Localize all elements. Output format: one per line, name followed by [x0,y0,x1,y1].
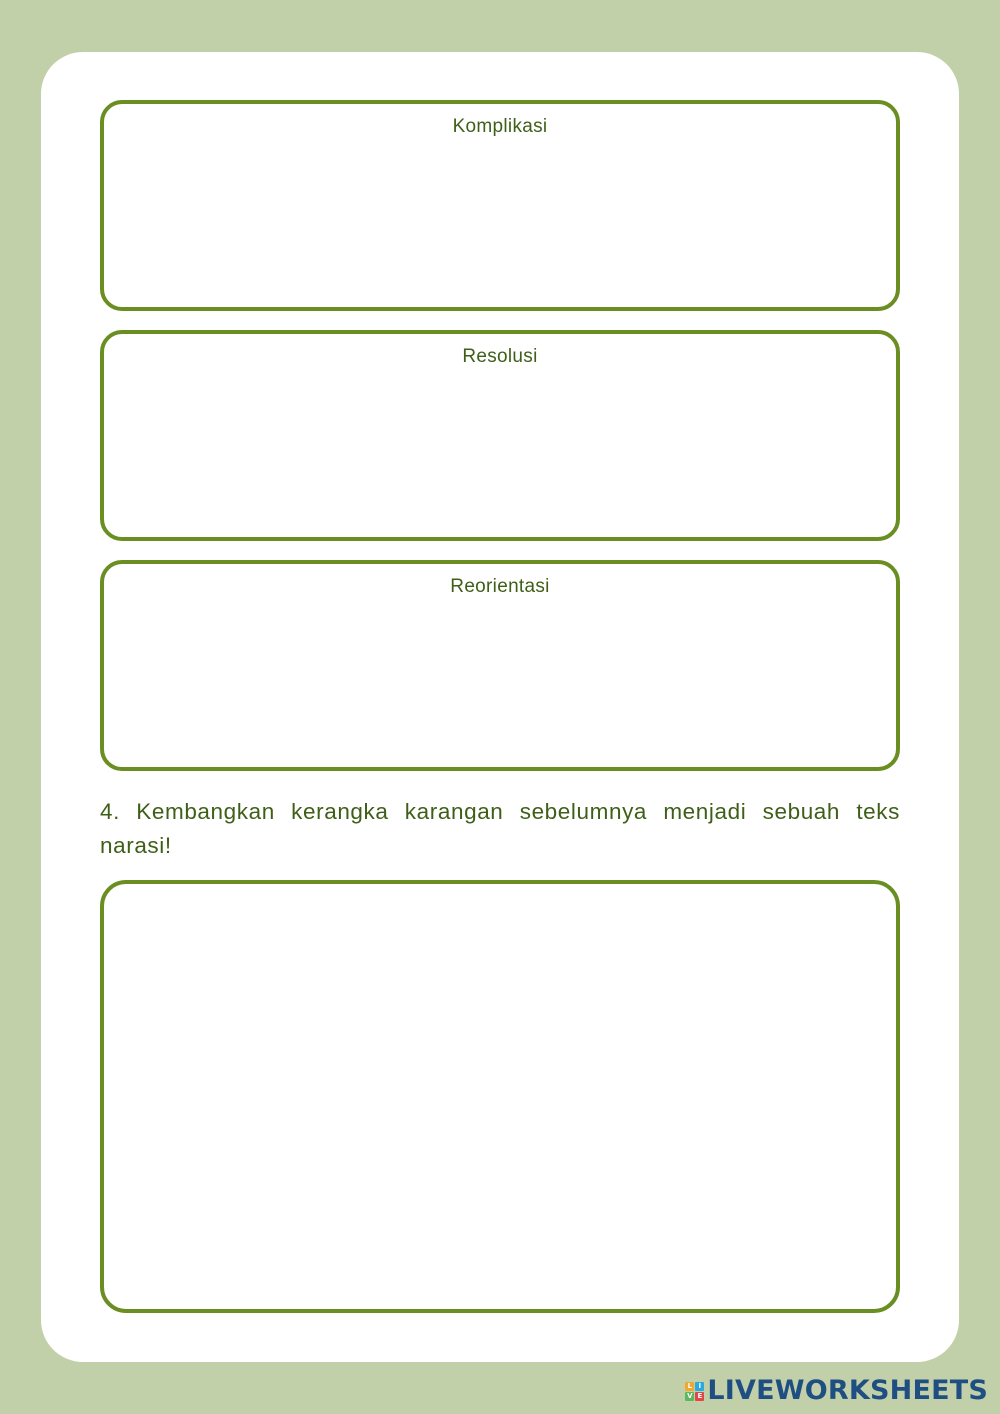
resolusi-answer-box[interactable] [100,330,900,541]
komplikasi-label: Komplikasi [452,116,548,137]
logo-letter-e: E [695,1392,704,1401]
logo-letter-l: L [685,1382,694,1391]
liveworksheets-brand [685,1376,988,1406]
logo-letter-i: I [695,1382,704,1391]
komplikasi-answer-box[interactable] [100,100,900,311]
reorientasi-label: Reorientasi [450,576,550,597]
liveworksheets-logo-icon [685,1382,704,1401]
logo-letter-v: V [687,1391,693,1400]
brand-name: LIVEWORKSHEETS [707,1375,988,1406]
reorientasi-answer-box[interactable] [100,560,900,771]
resolusi-label: Resolusi [462,346,538,367]
question-4-text: 4. Kembangkan kerangka karangan sebelumnya menjadi sebuah teks narasi! [100,799,900,858]
narrative-text-answer-box[interactable] [100,880,900,1313]
